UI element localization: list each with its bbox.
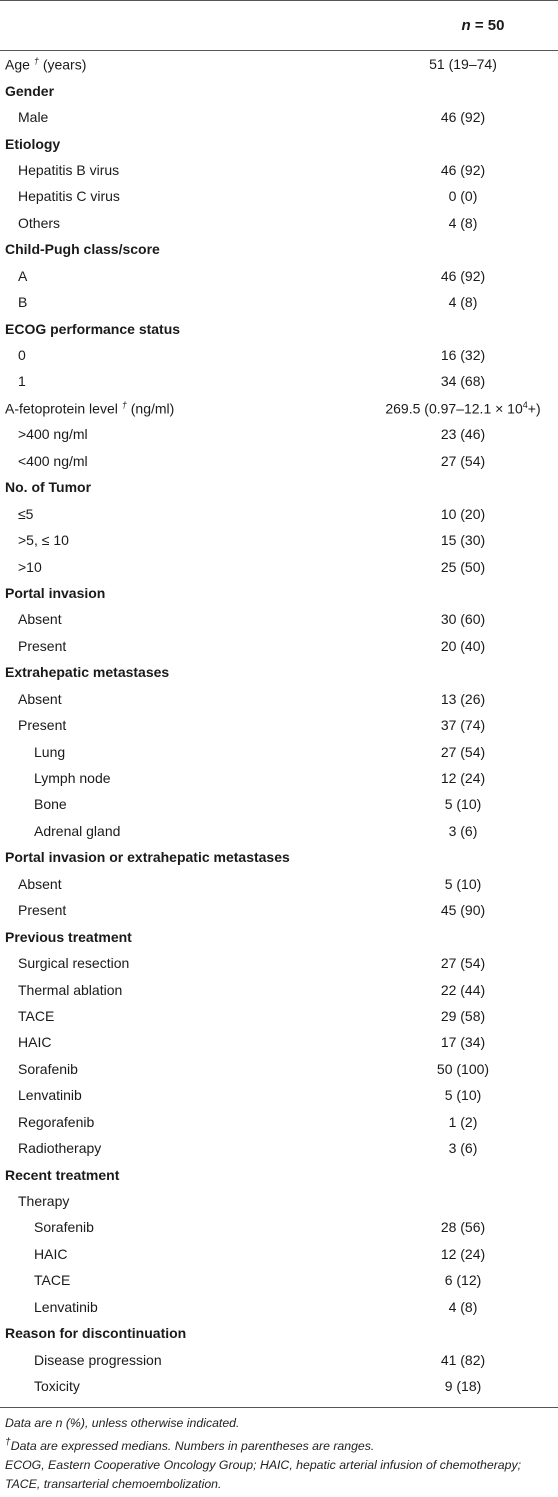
row-label-text: Gender (5, 82, 55, 99)
row-label (0, 1378, 338, 1394)
section-row (0, 659, 558, 685)
row-value-text: 5 (10) (444, 796, 482, 813)
table-row (0, 395, 558, 421)
row-value-text: 50 (100) (436, 1060, 490, 1077)
table-row (0, 871, 558, 897)
row-label (0, 691, 338, 707)
dagger-mark: † (121, 399, 127, 410)
row-value (338, 400, 558, 417)
section-row (0, 1161, 558, 1187)
row-value (338, 1299, 558, 1315)
row-value-text: 5 (10) (444, 875, 482, 892)
row-value-text: 4 (8) (448, 294, 478, 311)
row-label-text: Lymph node (34, 770, 111, 787)
section-label (0, 83, 338, 99)
row-label-text: Male (18, 109, 49, 126)
row-value (338, 1114, 558, 1130)
row-value-text: 20 (40) (440, 637, 486, 654)
row-label-text: ECOG performance status (5, 320, 181, 337)
row-value-text: 28 (56) (440, 1219, 486, 1236)
row-label-text: HAIC (34, 1245, 68, 1262)
row-value-text: 5 (10) (444, 1087, 482, 1104)
table-row (0, 183, 558, 209)
row-label (0, 982, 338, 998)
section-label (0, 136, 338, 152)
row-value (338, 162, 558, 178)
row-label (0, 1246, 338, 1262)
row-value-text: 41 (82) (440, 1351, 486, 1368)
table-row (0, 1082, 558, 1108)
row-label-text: Sorafenib (34, 1219, 94, 1236)
row-label (0, 162, 338, 178)
section-row (0, 844, 558, 870)
row-unit: (years) (38, 56, 87, 73)
row-label (0, 744, 338, 760)
row-label-text: Lenvatinib (34, 1298, 98, 1315)
row-label-text: Present (18, 717, 67, 734)
table-row (0, 500, 558, 526)
row-value (338, 638, 558, 654)
row-value-text: 46 (92) (440, 267, 486, 284)
row-label-text: Lung (34, 743, 66, 760)
row-value (338, 188, 558, 204)
row-label-text: Absent (18, 611, 62, 628)
row-label-text: TACE (18, 1007, 55, 1024)
value-tail: +) (527, 400, 541, 417)
header-n-label: n (461, 17, 471, 34)
table-row (0, 1029, 558, 1055)
row-unit: (ng/ml) (126, 400, 175, 417)
section-row (0, 315, 558, 341)
table-row (0, 686, 558, 712)
table-row (0, 104, 558, 130)
row-label-text: Sorafenib (18, 1060, 78, 1077)
row-label (0, 1299, 338, 1315)
row-label (0, 1193, 338, 1209)
row-value (338, 294, 558, 310)
row-value (338, 876, 558, 892)
header-n-cell (408, 17, 558, 34)
row-label-text: B (18, 294, 28, 311)
row-value-text: 45 (90) (440, 902, 486, 919)
row-label-text: Toxicity (34, 1378, 80, 1395)
table-row (0, 421, 558, 447)
row-label-text: Adrenal gland (34, 822, 121, 839)
table-row (0, 738, 558, 764)
row-value-text: 51 (19–74) (429, 56, 497, 73)
row-value (338, 1087, 558, 1103)
row-label-text: Etiology (5, 135, 61, 152)
row-value-text: 12 (24) (440, 1245, 486, 1262)
row-label (0, 1061, 338, 1077)
row-label (0, 426, 338, 442)
section-label (0, 664, 338, 680)
row-value (338, 902, 558, 918)
table-row (0, 897, 558, 923)
row-label (0, 215, 338, 231)
row-value (338, 1140, 558, 1156)
row-value-text: 269.5 (0.97–12.1 × 10 (385, 400, 523, 417)
row-value-text: 17 (34) (440, 1034, 486, 1051)
row-label (0, 611, 338, 627)
table-row (0, 368, 558, 394)
row-label-text: Present (18, 902, 67, 919)
row-label (0, 823, 338, 839)
row-label (0, 373, 338, 389)
row-label-text: Age (5, 56, 30, 73)
row-label (0, 1272, 338, 1288)
table-row (0, 210, 558, 236)
table-row (0, 950, 558, 976)
header-n-value: = 50 (474, 17, 505, 34)
row-label (0, 955, 338, 971)
table-row (0, 1214, 558, 1240)
row-value-text: 37 (74) (440, 717, 486, 734)
row-label (0, 1352, 338, 1368)
row-value (338, 796, 558, 812)
row-value (338, 1061, 558, 1077)
table-row (0, 1373, 558, 1399)
row-value-text: 16 (32) (440, 347, 486, 364)
row-label (0, 902, 338, 918)
row-value-text: 3 (6) (448, 822, 478, 839)
row-label-text: ≤5 (18, 505, 34, 522)
row-value (338, 982, 558, 998)
row-label-text: Absent (18, 875, 62, 892)
section-label (0, 1167, 338, 1183)
row-value (338, 744, 558, 760)
table-row (0, 606, 558, 632)
row-label-text: Hepatitis B virus (18, 161, 120, 178)
row-value-text: 1 (2) (448, 1113, 478, 1130)
row-value (338, 559, 558, 575)
row-value (338, 506, 558, 522)
table-row (0, 263, 558, 289)
row-label-text: >400 ng/ml (18, 426, 88, 443)
row-label-text: >5, ≤ 10 (18, 532, 69, 549)
row-label (0, 532, 338, 548)
row-label (0, 347, 338, 363)
row-value (338, 611, 558, 627)
row-label-text: Extrahepatic metastases (5, 664, 170, 681)
table-body (0, 51, 558, 1399)
row-label-text: Previous treatment (5, 928, 132, 945)
row-value-text: 13 (26) (440, 690, 486, 707)
table-header (0, 1, 558, 51)
row-value (338, 717, 558, 733)
table-row (0, 1056, 558, 1082)
row-value-text: 27 (54) (440, 743, 486, 760)
row-label (0, 506, 338, 522)
row-value-text: 46 (92) (440, 161, 486, 178)
row-value-text: 25 (50) (440, 558, 486, 575)
row-label-text: Surgical resection (18, 955, 130, 972)
row-label-text: TACE (34, 1272, 71, 1289)
row-value (338, 215, 558, 231)
row-label-text: Lenvatinib (18, 1087, 82, 1104)
row-value-text: 46 (92) (440, 109, 486, 126)
row-label-text: A-fetoprotein level (5, 400, 118, 417)
section-row (0, 923, 558, 949)
table-footnotes (0, 1408, 558, 1494)
row-value-text: 0 (0) (448, 188, 478, 205)
row-value-text: 27 (54) (440, 452, 486, 469)
section-row (0, 77, 558, 103)
row-value (338, 347, 558, 363)
row-label-text: 1 (18, 373, 26, 390)
footnote-1: Data are n (%), unless otherwise indicated. (5, 1416, 240, 1431)
row-label-text: Disease progression (34, 1351, 162, 1368)
table-row (0, 1267, 558, 1293)
section-label (0, 479, 338, 495)
row-label-text: A (18, 267, 28, 284)
dagger-mark: † (33, 55, 39, 66)
row-label-text: Portal invasion (5, 584, 106, 601)
table-row (0, 157, 558, 183)
row-label-text: <400 ng/ml (18, 452, 88, 469)
row-value-text: 6 (12) (444, 1272, 482, 1289)
row-label (0, 770, 338, 786)
row-label (0, 188, 338, 204)
row-value (338, 1008, 558, 1024)
row-value-text: 9 (18) (444, 1378, 482, 1395)
row-value (338, 1219, 558, 1235)
section-label (0, 1325, 338, 1341)
row-value (338, 770, 558, 786)
table-row (0, 976, 558, 1002)
row-value-text: 10 (20) (440, 505, 486, 522)
row-label-text: Thermal ablation (18, 981, 123, 998)
row-label-text: Therapy (18, 1193, 70, 1210)
row-label-text: Others (18, 214, 61, 231)
row-value-text: 3 (6) (448, 1140, 478, 1157)
row-value-text: 29 (58) (440, 1007, 486, 1024)
table-row (0, 553, 558, 579)
row-value (338, 453, 558, 469)
row-label-text: 0 (18, 347, 26, 364)
row-label (0, 1140, 338, 1156)
table-row (0, 818, 558, 844)
row-label-text: HAIC (18, 1034, 52, 1051)
row-label-text: Reason for discontinuation (5, 1325, 187, 1342)
row-value (338, 426, 558, 442)
row-label (0, 1087, 338, 1103)
row-value (338, 1378, 558, 1394)
table-row (0, 1188, 558, 1214)
row-value (338, 56, 558, 72)
table-row (0, 633, 558, 659)
row-label (0, 109, 338, 125)
row-value-text: 34 (68) (440, 373, 486, 390)
table-row (0, 448, 558, 474)
row-value (338, 109, 558, 125)
table-row (0, 1241, 558, 1267)
table-row (0, 1294, 558, 1320)
table-row (0, 791, 558, 817)
row-label-text: Absent (18, 690, 62, 707)
value-exponent: 4 (522, 399, 528, 410)
section-label (0, 849, 338, 865)
row-value (338, 373, 558, 389)
row-label-text: Present (18, 637, 67, 654)
row-label (0, 268, 338, 284)
row-label (0, 1114, 338, 1130)
row-value-text: 4 (8) (448, 214, 478, 231)
row-label-text: Portal invasion or extrahepatic metastases (5, 849, 290, 866)
section-row (0, 1320, 558, 1346)
section-label (0, 241, 338, 257)
row-value (338, 1034, 558, 1050)
row-value-text: 27 (54) (440, 955, 486, 972)
row-label (0, 876, 338, 892)
row-label (0, 400, 338, 417)
row-value-text: 12 (24) (440, 770, 486, 787)
footnote-2-text: Data are expressed medians. Numbers in parentheses are ranges. (10, 1439, 375, 1454)
row-label-text: Recent treatment (5, 1166, 120, 1183)
row-label (0, 638, 338, 654)
table-row (0, 1346, 558, 1372)
row-label (0, 56, 338, 73)
row-label-text: Regorafenib (18, 1113, 95, 1130)
table-row (0, 342, 558, 368)
row-value (338, 955, 558, 971)
table-row (0, 527, 558, 553)
footnote-3: ECOG, Eastern Cooperative Oncology Group; HAIC, hepatic arterial infusion of chemotherapy; TACE, transarterial chemoembolization. (5, 1458, 522, 1492)
row-label-text: Radiotherapy (18, 1140, 102, 1157)
row-value (338, 1246, 558, 1262)
row-label (0, 1219, 338, 1235)
row-label-text: Bone (34, 796, 67, 813)
section-row (0, 580, 558, 606)
row-label (0, 1008, 338, 1024)
footnote-2-mark: † (5, 1437, 11, 1449)
row-label (0, 453, 338, 469)
row-label (0, 559, 338, 575)
table-row (0, 289, 558, 315)
table-row (0, 1135, 558, 1161)
row-label (0, 1034, 338, 1050)
row-value-text: 22 (44) (440, 981, 486, 998)
section-label (0, 321, 338, 337)
footnote-2 (5, 1433, 553, 1456)
row-value (338, 691, 558, 707)
table-row (0, 51, 558, 77)
row-value-text: 4 (8) (448, 1298, 478, 1315)
row-value (338, 532, 558, 548)
table-row (0, 712, 558, 738)
table-row (0, 1109, 558, 1135)
row-label (0, 796, 338, 812)
section-row (0, 130, 558, 156)
row-value (338, 1352, 558, 1368)
row-value (338, 268, 558, 284)
row-label-text: >10 (18, 558, 42, 575)
row-value-text: 15 (30) (440, 532, 486, 549)
row-value (338, 823, 558, 839)
row-label (0, 717, 338, 733)
row-value-text: 23 (46) (440, 426, 486, 443)
section-label (0, 929, 338, 945)
row-value (338, 1272, 558, 1288)
section-row (0, 474, 558, 500)
row-label-text: Hepatitis C virus (18, 188, 120, 205)
table-row (0, 765, 558, 791)
section-label (0, 585, 338, 601)
row-label-text: Child-Pugh class/score (5, 241, 160, 258)
section-row (0, 236, 558, 262)
row-label (0, 294, 338, 310)
table-row (0, 1003, 558, 1029)
row-value-text: 30 (60) (440, 611, 486, 628)
row-label-text: No. of Tumor (5, 479, 92, 496)
